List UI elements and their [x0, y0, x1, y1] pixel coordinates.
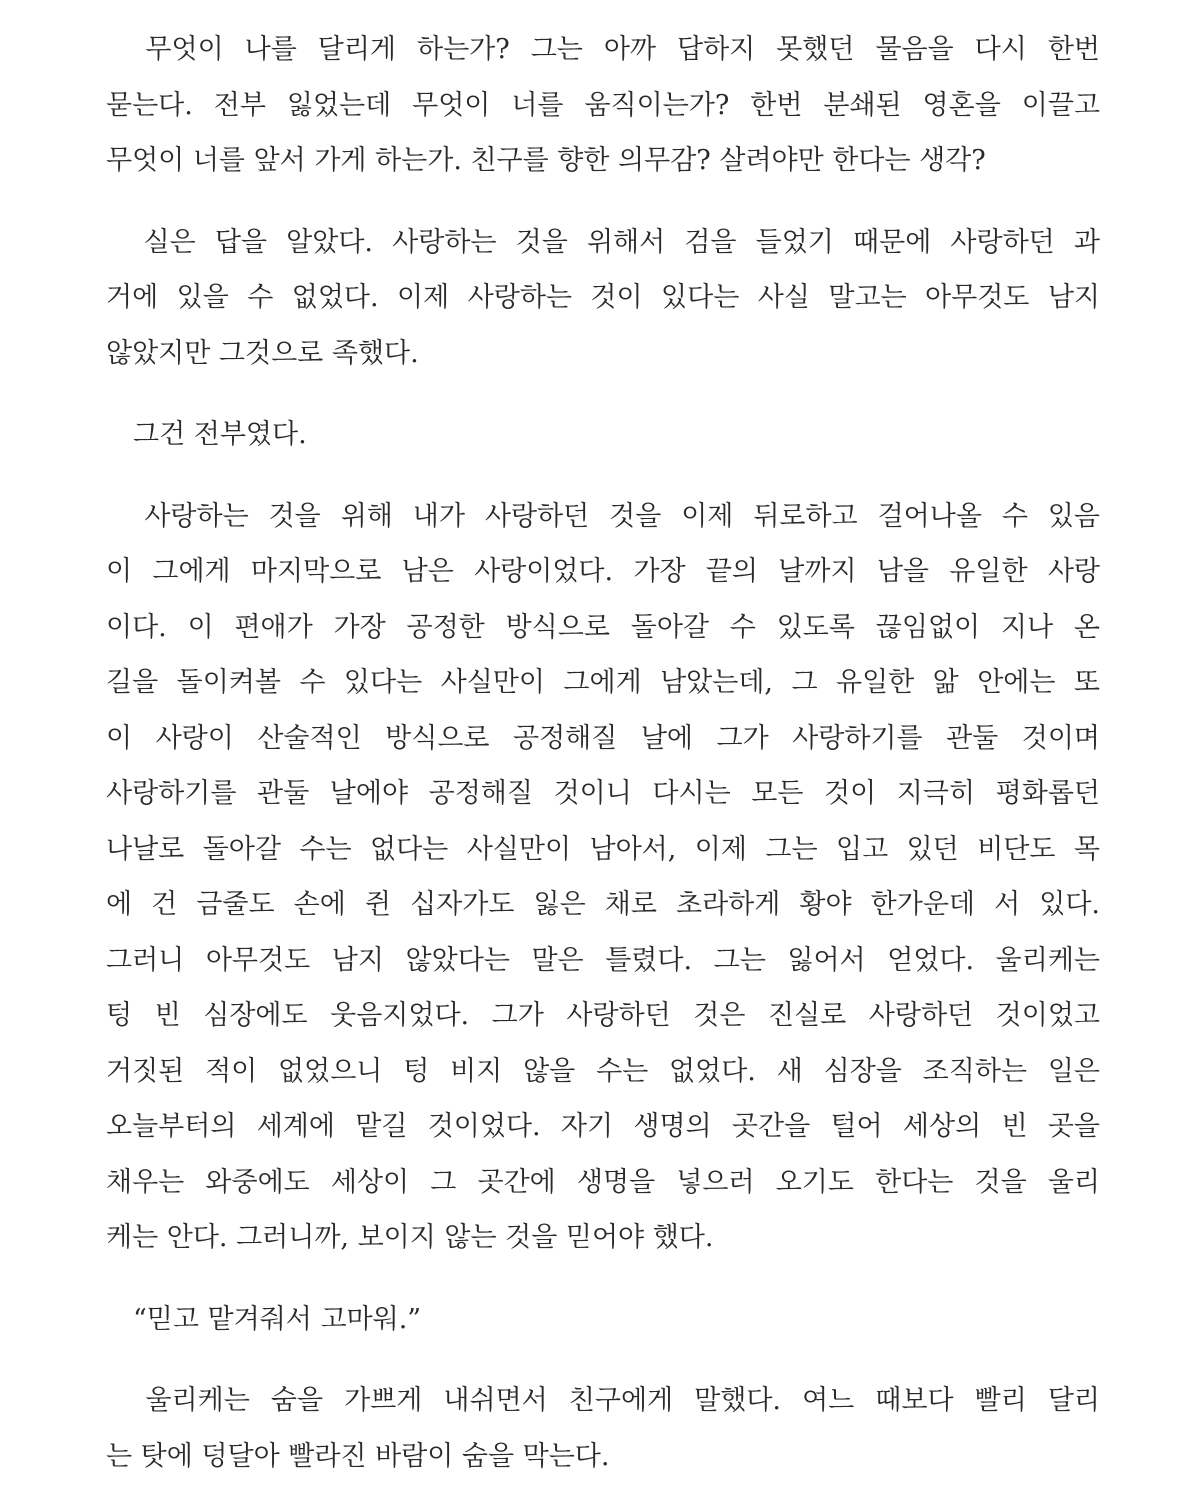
text-line: 거짓된 적이 없었으니 텅 비지 않을 수는 없었다. 새 심장을 조직하는 일은: [106, 1055, 1100, 1087]
text-line: 않았지만 그것으로 족했다.: [106, 337, 419, 369]
text-line: 채우는 와중에도 세상이 그 곳간에 생명을 넣으러 오기도 한다는 것을 울리: [106, 1166, 1100, 1198]
text-line: 텅 빈 심장에도 웃음지었다. 그가 사랑하던 것은 진실로 사랑하던 것이었고: [106, 1000, 1100, 1031]
text-line: 실은 답을 알았다. 사랑하는 것을 위해서 검을 들었기 때문에 사랑하던 과: [106, 226, 1100, 258]
text-line: 나날로 돌아갈 수는 없다는 사실만이 남아서, 이제 그는 입고 있던 비단도 목: [106, 833, 1100, 865]
book-page: [106, 22, 1100, 1510]
text-line: 무엇이 너를 앞서 가게 하는가. 친구를 향한 의무감? 살려야만 한다는 생각?: [106, 145, 986, 176]
text-line: 는 탓에 덩달아 빨라진 바람이 숨을 막는다.: [106, 1440, 610, 1472]
text-line: 이다. 이 편애가 가장 공정한 방식으로 돌아갈 수 있도록 끊임없이 지나 온: [106, 611, 1100, 643]
text-line: 에 건 금줄도 손에 쥔 십자가도 잃은 채로 초라하게 황야 한가운데 서 있다.: [106, 889, 1100, 920]
text-line: 거에 있을 수 없었다. 이제 사랑하는 것이 있다는 사실 말고는 아무것도 남지: [106, 282, 1100, 313]
text-line: 이 그에게 마지막으로 남은 사랑이었다. 가장 끝의 날까지 남을 유일한 사랑: [106, 556, 1100, 587]
text-line: 사랑하는 것을 위해 내가 사랑하던 것을 이제 뒤로하고 걸어나올 수 있음: [106, 500, 1100, 532]
text-line: 울리케는 숨을 가쁘게 내쉬면서 친구에게 말했다. 여느 때보다 빨리 달리: [106, 1385, 1100, 1416]
paragraph: [106, 215, 1100, 382]
text-line: 케는 안다. 그러니까, 보이지 않는 것을 믿어야 했다.: [106, 1222, 714, 1253]
paragraph: [106, 22, 1100, 189]
text-line: 그건 전부였다.: [106, 419, 307, 450]
text-line: 길을 돌이켜볼 수 있다는 사실만이 그에게 남았는데, 그 유일한 앎 안에는 또: [106, 667, 1100, 698]
text-line: 오늘부터의 세계에 맡길 것이었다. 자기 생명의 곳간을 털어 세상의 빈 곳을: [106, 1111, 1100, 1142]
paragraph: [106, 1292, 1100, 1348]
text-line: 무엇이 나를 달리게 하는가? 그는 아까 답하지 못했던 물음을 다시 한번: [106, 34, 1100, 65]
text-line: 묻는다. 전부 잃었는데 무엇이 너를 움직이는가? 한번 분쇄된 영혼을 이끌고: [106, 89, 1100, 121]
text-line: “믿고 맡겨줘서 고마워.”: [106, 1303, 422, 1335]
text-line: 이 사랑이 산술적인 방식으로 공정해질 날에 그가 사랑하기를 관둘 것이며: [106, 722, 1100, 754]
text-line: 그러니 아무것도 남지 않았다는 말은 틀렸다. 그는 잃어서 얻었다. 울리케는: [106, 944, 1100, 976]
paragraph: [106, 407, 1100, 463]
paragraph: [106, 1373, 1100, 1484]
text-line: 사랑하기를 관둘 날에야 공정해질 것이니 다시는 모든 것이 지극히 평화롭던: [106, 778, 1100, 809]
paragraph: [106, 489, 1100, 1266]
